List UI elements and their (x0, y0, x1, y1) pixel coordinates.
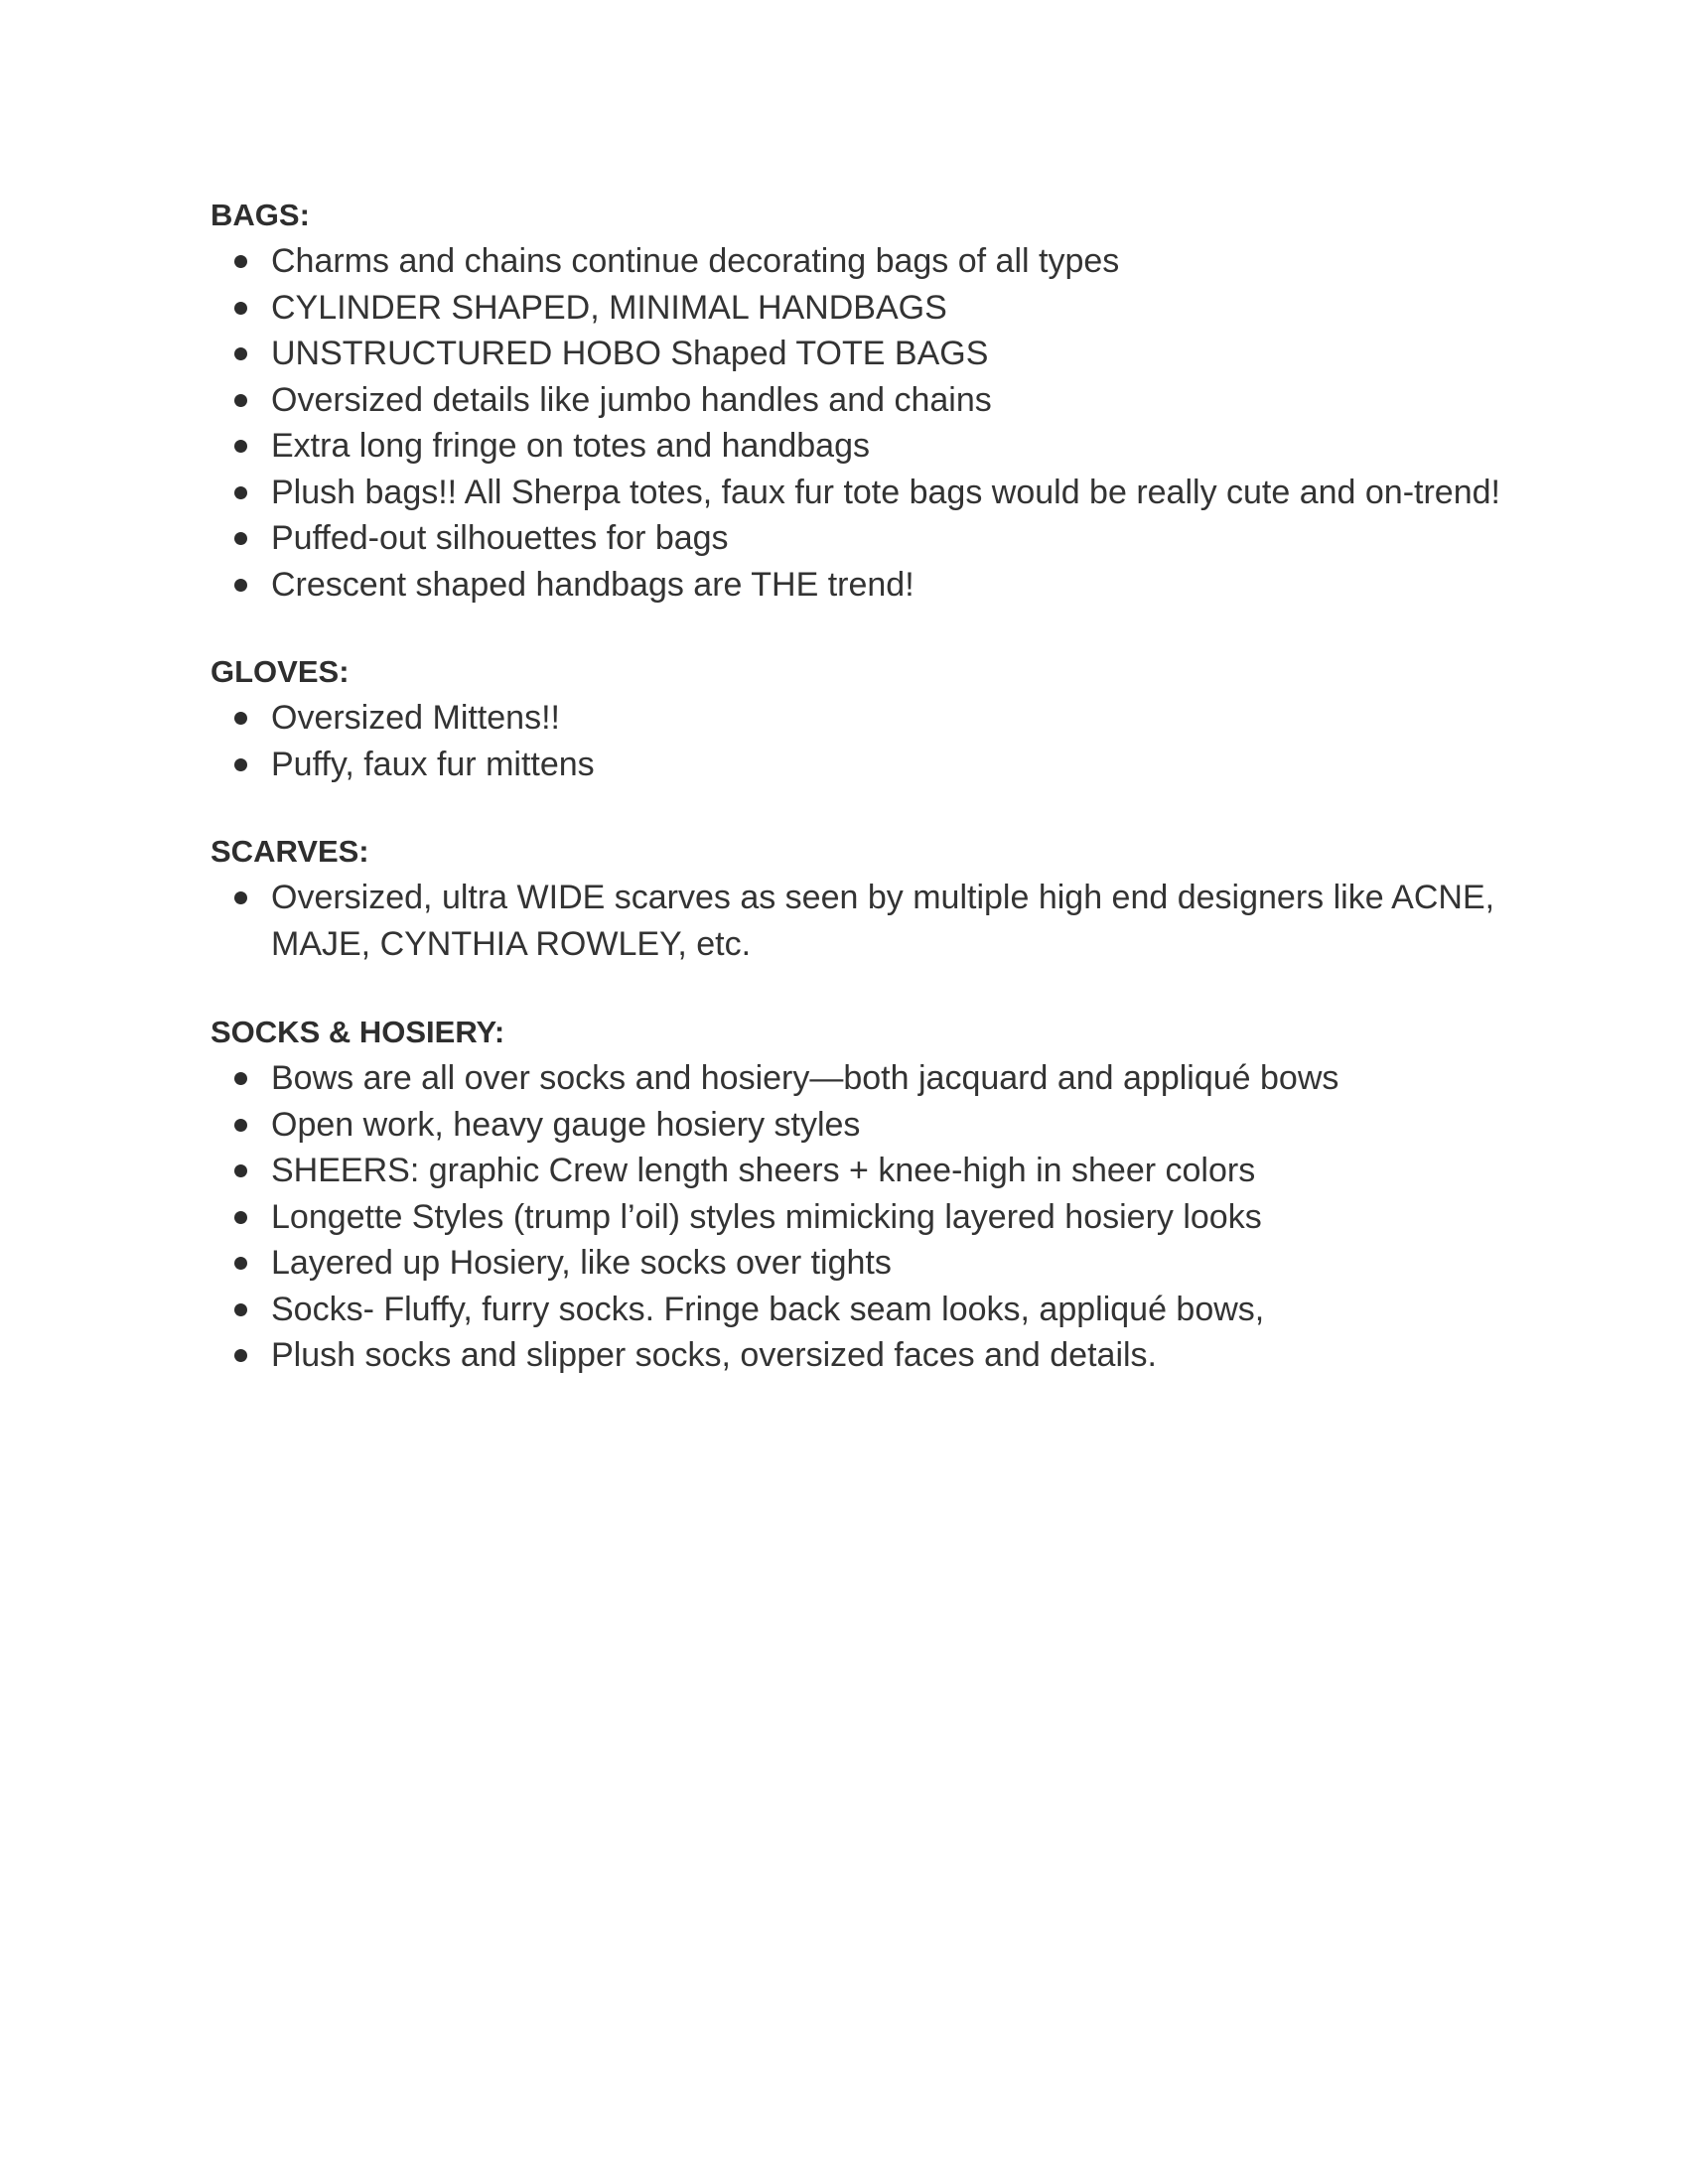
bullet-icon (234, 347, 247, 360)
list-item (211, 562, 1501, 609)
list-item-text: CYLINDER SHAPED, MINIMAL HANDBAGS (271, 288, 947, 327)
bullet-icon (234, 532, 247, 545)
list-item (211, 695, 1501, 742)
bullet-icon (234, 1303, 247, 1316)
list-item-text: Longette Styles (trump l’oil) styles mimicking layered hosiery looks (271, 1197, 1262, 1236)
list-item-text: Charms and chains continue decorating bags of all types (271, 242, 1120, 280)
bullet-icon (234, 394, 247, 407)
list-item (211, 1102, 1501, 1149)
list-item (211, 1055, 1501, 1102)
list-item-text: Layered up Hosiery, like socks over tights (271, 1244, 892, 1282)
bullet-icon (234, 255, 247, 268)
bullet-icon (234, 1211, 247, 1224)
section-gloves (211, 649, 1501, 787)
bullet-icon (234, 712, 247, 725)
socks-hosiery-list (211, 1055, 1501, 1379)
list-item (211, 1240, 1501, 1287)
list-item (211, 1287, 1501, 1333)
bullet-icon (234, 891, 247, 904)
document-page (211, 193, 1501, 1421)
list-item (211, 423, 1501, 470)
list-item-text: SHEERS: graphic Crew length sheers + knee-high in sheer colors (271, 1152, 1256, 1189)
scarves-list (211, 875, 1501, 967)
list-item-text: Plush socks and slipper socks, oversized faces and details. (271, 1336, 1158, 1374)
bullet-icon (234, 486, 247, 499)
list-item (211, 1332, 1501, 1379)
section-heading-bags: BAGS: (211, 198, 310, 232)
bullet-icon (234, 440, 247, 453)
gloves-list (211, 695, 1501, 787)
section-heading-socks-hosiery: SOCKS & HOSIERY: (211, 1015, 505, 1049)
list-item-text: Puffed-out silhouettes for bags (271, 519, 729, 557)
list-item (211, 875, 1501, 967)
list-item (211, 515, 1501, 562)
list-item-text: Bows are all over socks and hosiery—both jacquard and appliqué bows (271, 1059, 1339, 1097)
list-item-text: Socks- Fluffy, furry socks. Fringe back seam looks, appliqué bows, (271, 1290, 1265, 1328)
list-item-text: Crescent shaped handbags are THE trend! (271, 565, 914, 604)
list-item-text: Plush bags!! All Sherpa totes, faux fur tote bags would be really cute and on-trend! (271, 473, 1500, 511)
list-item-text: Oversized details like jumbo handles and chains (271, 380, 992, 419)
section-socks-hosiery (211, 1010, 1501, 1379)
list-item-text: Puffy, faux fur mittens (271, 745, 595, 783)
bullet-icon (234, 579, 247, 592)
list-item (211, 742, 1501, 788)
bullet-icon (234, 1164, 247, 1177)
section-heading-gloves: GLOVES: (211, 654, 350, 689)
list-item-text: UNSTRUCTURED HOBO Shaped TOTE BAGS (271, 335, 989, 372)
bullet-icon (234, 1349, 247, 1362)
bullet-icon (234, 1257, 247, 1270)
bullet-icon (234, 302, 247, 315)
list-item (211, 470, 1501, 516)
bullet-icon (234, 1072, 247, 1085)
list-item (211, 1194, 1501, 1241)
list-item-text: Oversized, ultra WIDE scarves as seen by multiple high end designers like ACNE, MAJE, CYNTHIA ROWLEY, etc. (271, 879, 1495, 963)
list-item (211, 1148, 1501, 1194)
list-item (211, 285, 1501, 332)
list-item-text: Oversized Mittens!! (271, 699, 560, 737)
list-item (211, 331, 1501, 377)
list-item (211, 377, 1501, 424)
section-scarves (211, 829, 1501, 967)
list-item-text: Open work, heavy gauge hosiery styles (271, 1105, 861, 1144)
section-bags (211, 193, 1501, 608)
bullet-icon (234, 758, 247, 771)
bags-list (211, 238, 1501, 608)
bullet-icon (234, 1119, 247, 1132)
list-item (211, 238, 1501, 285)
section-heading-scarves: SCARVES: (211, 834, 369, 869)
list-item-text: Extra long fringe on totes and handbags (271, 427, 870, 465)
